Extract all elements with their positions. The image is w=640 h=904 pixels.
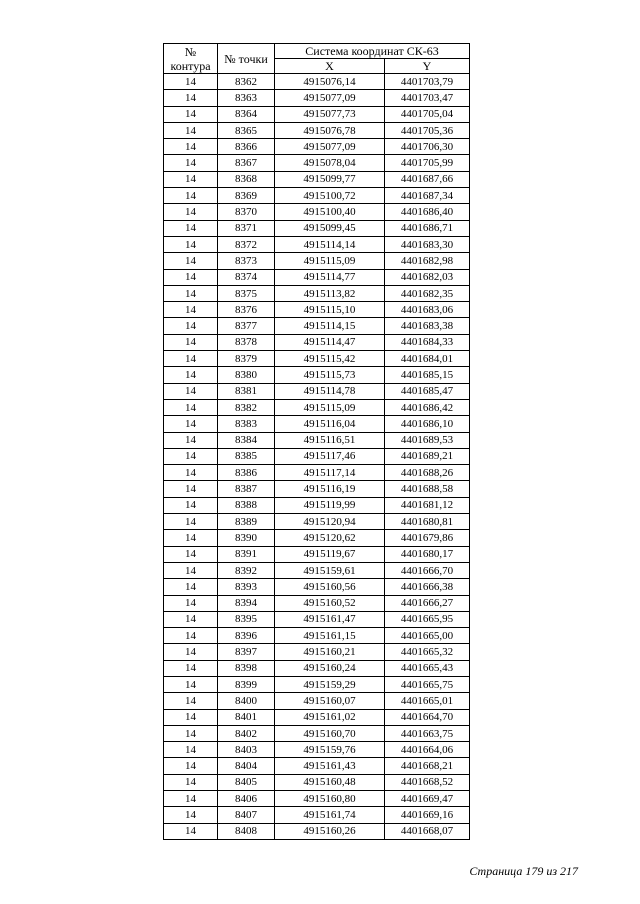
header-y: Y <box>385 59 470 74</box>
cell-point: 8397 <box>218 644 275 660</box>
cell-contour: 14 <box>164 334 218 350</box>
cell-point: 8400 <box>218 693 275 709</box>
table-row <box>164 660 470 676</box>
cell-x: 4915114,14 <box>275 236 385 252</box>
cell-y: 4401705,99 <box>385 155 470 171</box>
cell-x: 4915114,15 <box>275 318 385 334</box>
table-row <box>164 530 470 546</box>
cell-x: 4915160,48 <box>275 774 385 790</box>
table-row <box>164 676 470 692</box>
table-row <box>164 693 470 709</box>
cell-point: 8399 <box>218 676 275 692</box>
cell-point: 8370 <box>218 204 275 220</box>
cell-point: 8363 <box>218 90 275 106</box>
table-row <box>164 285 470 301</box>
table-row <box>164 383 470 399</box>
cell-contour: 14 <box>164 579 218 595</box>
cell-x: 4915159,76 <box>275 742 385 758</box>
cell-y: 4401705,36 <box>385 122 470 138</box>
cell-contour: 14 <box>164 725 218 741</box>
cell-contour: 14 <box>164 693 218 709</box>
cell-contour: 14 <box>164 644 218 660</box>
cell-point: 8369 <box>218 188 275 204</box>
table-row <box>164 171 470 187</box>
cell-x: 4915161,02 <box>275 709 385 725</box>
table-row <box>164 220 470 236</box>
cell-x: 4915100,72 <box>275 188 385 204</box>
cell-point: 8401 <box>218 709 275 725</box>
cell-y: 4401685,47 <box>385 383 470 399</box>
cell-y: 4401665,01 <box>385 693 470 709</box>
cell-contour: 14 <box>164 546 218 562</box>
table-header <box>164 44 470 74</box>
cell-x: 4915115,09 <box>275 399 385 415</box>
table-row <box>164 742 470 758</box>
cell-y: 4401688,58 <box>385 481 470 497</box>
cell-contour: 14 <box>164 204 218 220</box>
cell-x: 4915116,04 <box>275 416 385 432</box>
cell-contour: 14 <box>164 220 218 236</box>
cell-x: 4915116,51 <box>275 432 385 448</box>
cell-contour: 14 <box>164 758 218 774</box>
cell-y: 4401669,16 <box>385 807 470 823</box>
cell-point: 8381 <box>218 383 275 399</box>
cell-x: 4915160,70 <box>275 725 385 741</box>
cell-x: 4915161,43 <box>275 758 385 774</box>
table-row <box>164 236 470 252</box>
table-row <box>164 758 470 774</box>
cell-x: 4915160,80 <box>275 791 385 807</box>
cell-point: 8391 <box>218 546 275 562</box>
cell-x: 4915159,29 <box>275 676 385 692</box>
cell-y: 4401682,03 <box>385 269 470 285</box>
cell-contour: 14 <box>164 236 218 252</box>
cell-point: 8404 <box>218 758 275 774</box>
cell-contour: 14 <box>164 106 218 122</box>
cell-y: 4401665,43 <box>385 660 470 676</box>
header-x: X <box>275 59 385 74</box>
cell-x: 4915077,09 <box>275 90 385 106</box>
cell-y: 4401703,79 <box>385 74 470 90</box>
cell-point: 8406 <box>218 791 275 807</box>
table-row <box>164 351 470 367</box>
cell-x: 4915117,46 <box>275 448 385 464</box>
cell-point: 8367 <box>218 155 275 171</box>
table-row <box>164 709 470 725</box>
cell-y: 4401684,01 <box>385 351 470 367</box>
cell-point: 8388 <box>218 497 275 513</box>
table-row <box>164 367 470 383</box>
cell-contour: 14 <box>164 595 218 611</box>
cell-x: 4915160,56 <box>275 579 385 595</box>
cell-y: 4401688,26 <box>385 465 470 481</box>
cell-contour: 14 <box>164 139 218 155</box>
cell-x: 4915114,47 <box>275 334 385 350</box>
cell-point: 8376 <box>218 302 275 318</box>
cell-point: 8402 <box>218 725 275 741</box>
table-row <box>164 155 470 171</box>
table-row <box>164 514 470 530</box>
cell-x: 4915119,99 <box>275 497 385 513</box>
table-row <box>164 497 470 513</box>
cell-y: 4401664,70 <box>385 709 470 725</box>
header-contour-line2: контура <box>170 58 211 73</box>
table-row <box>164 448 470 464</box>
page-number: Страница 179 из 217 <box>469 864 578 878</box>
cell-point: 8379 <box>218 351 275 367</box>
cell-point: 8384 <box>218 432 275 448</box>
table-row <box>164 791 470 807</box>
cell-x: 4915076,14 <box>275 74 385 90</box>
cell-point: 8389 <box>218 514 275 530</box>
cell-x: 4915120,94 <box>275 514 385 530</box>
cell-contour: 14 <box>164 74 218 90</box>
cell-contour: 14 <box>164 302 218 318</box>
cell-y: 4401664,06 <box>385 742 470 758</box>
table-row <box>164 432 470 448</box>
table-row <box>164 725 470 741</box>
cell-contour: 14 <box>164 318 218 334</box>
cell-contour: 14 <box>164 122 218 138</box>
table-row <box>164 644 470 660</box>
table-row <box>164 74 470 90</box>
cell-point: 8393 <box>218 579 275 595</box>
cell-x: 4915114,78 <box>275 383 385 399</box>
cell-contour: 14 <box>164 807 218 823</box>
cell-point: 8368 <box>218 171 275 187</box>
cell-y: 4401687,34 <box>385 188 470 204</box>
header-point: № точки <box>218 44 275 74</box>
cell-contour: 14 <box>164 481 218 497</box>
cell-x: 4915100,40 <box>275 204 385 220</box>
cell-x: 4915161,15 <box>275 628 385 644</box>
cell-point: 8386 <box>218 465 275 481</box>
coordinates-table <box>163 43 470 840</box>
cell-contour: 14 <box>164 416 218 432</box>
cell-point: 8382 <box>218 399 275 415</box>
cell-point: 8373 <box>218 253 275 269</box>
cell-contour: 14 <box>164 562 218 578</box>
cell-y: 4401665,00 <box>385 628 470 644</box>
cell-x: 4915160,21 <box>275 644 385 660</box>
cell-x: 4915120,62 <box>275 530 385 546</box>
cell-contour: 14 <box>164 351 218 367</box>
cell-point: 8380 <box>218 367 275 383</box>
table-row <box>164 188 470 204</box>
cell-x: 4915114,77 <box>275 269 385 285</box>
table-row <box>164 416 470 432</box>
table-row <box>164 334 470 350</box>
cell-point: 8407 <box>218 807 275 823</box>
cell-contour: 14 <box>164 269 218 285</box>
cell-y: 4401705,04 <box>385 106 470 122</box>
table-row <box>164 823 470 839</box>
header-coordinate-system: Система координат СК-63 <box>275 44 470 59</box>
cell-x: 4915115,73 <box>275 367 385 383</box>
cell-y: 4401689,21 <box>385 448 470 464</box>
table-row <box>164 139 470 155</box>
cell-y: 4401665,75 <box>385 676 470 692</box>
cell-x: 4915113,82 <box>275 285 385 301</box>
cell-y: 4401666,27 <box>385 595 470 611</box>
table-row <box>164 269 470 285</box>
cell-y: 4401682,35 <box>385 285 470 301</box>
cell-x: 4915160,26 <box>275 823 385 839</box>
cell-y: 4401669,47 <box>385 791 470 807</box>
header-contour <box>164 44 218 74</box>
cell-contour: 14 <box>164 514 218 530</box>
cell-x: 4915115,42 <box>275 351 385 367</box>
table-row <box>164 106 470 122</box>
cell-y: 4401680,17 <box>385 546 470 562</box>
cell-point: 8371 <box>218 220 275 236</box>
cell-contour: 14 <box>164 497 218 513</box>
cell-y: 4401665,95 <box>385 611 470 627</box>
cell-point: 8377 <box>218 318 275 334</box>
cell-point: 8375 <box>218 285 275 301</box>
table-row <box>164 253 470 269</box>
table-row <box>164 628 470 644</box>
cell-x: 4915161,47 <box>275 611 385 627</box>
cell-point: 8362 <box>218 74 275 90</box>
cell-x: 4915160,52 <box>275 595 385 611</box>
table-row <box>164 611 470 627</box>
header-contour-line1: № <box>184 44 197 59</box>
cell-contour: 14 <box>164 742 218 758</box>
cell-x: 4915116,19 <box>275 481 385 497</box>
cell-y: 4401683,30 <box>385 236 470 252</box>
cell-point: 8372 <box>218 236 275 252</box>
cell-contour: 14 <box>164 465 218 481</box>
cell-point: 8392 <box>218 562 275 578</box>
cell-point: 8398 <box>218 660 275 676</box>
cell-x: 4915119,67 <box>275 546 385 562</box>
cell-contour: 14 <box>164 791 218 807</box>
table-row <box>164 90 470 106</box>
table-row <box>164 302 470 318</box>
table-row <box>164 465 470 481</box>
cell-y: 4401683,38 <box>385 318 470 334</box>
cell-point: 8390 <box>218 530 275 546</box>
cell-y: 4401685,15 <box>385 367 470 383</box>
cell-y: 4401703,47 <box>385 90 470 106</box>
cell-y: 4401663,75 <box>385 725 470 741</box>
cell-y: 4401682,98 <box>385 253 470 269</box>
table-row <box>164 122 470 138</box>
table-row <box>164 774 470 790</box>
cell-point: 8364 <box>218 106 275 122</box>
cell-point: 8395 <box>218 611 275 627</box>
cell-x: 4915117,14 <box>275 465 385 481</box>
cell-x: 4915115,10 <box>275 302 385 318</box>
cell-x: 4915077,73 <box>275 106 385 122</box>
cell-contour: 14 <box>164 823 218 839</box>
cell-x: 4915115,09 <box>275 253 385 269</box>
cell-contour: 14 <box>164 774 218 790</box>
cell-point: 8383 <box>218 416 275 432</box>
cell-y: 4401668,21 <box>385 758 470 774</box>
cell-y: 4401689,53 <box>385 432 470 448</box>
cell-x: 4915160,07 <box>275 693 385 709</box>
cell-contour: 14 <box>164 530 218 546</box>
cell-contour: 14 <box>164 660 218 676</box>
table-row <box>164 562 470 578</box>
cell-contour: 14 <box>164 155 218 171</box>
cell-point: 8374 <box>218 269 275 285</box>
cell-contour: 14 <box>164 448 218 464</box>
cell-y: 4401668,52 <box>385 774 470 790</box>
cell-x: 4915159,61 <box>275 562 385 578</box>
cell-contour: 14 <box>164 253 218 269</box>
cell-point: 8396 <box>218 628 275 644</box>
cell-y: 4401668,07 <box>385 823 470 839</box>
cell-x: 4915076,78 <box>275 122 385 138</box>
cell-y: 4401686,10 <box>385 416 470 432</box>
cell-point: 8394 <box>218 595 275 611</box>
cell-y: 4401684,33 <box>385 334 470 350</box>
cell-contour: 14 <box>164 628 218 644</box>
cell-contour: 14 <box>164 171 218 187</box>
cell-contour: 14 <box>164 611 218 627</box>
cell-y: 4401687,66 <box>385 171 470 187</box>
cell-y: 4401683,06 <box>385 302 470 318</box>
cell-x: 4915078,04 <box>275 155 385 171</box>
cell-contour: 14 <box>164 188 218 204</box>
cell-point: 8365 <box>218 122 275 138</box>
cell-y: 4401665,32 <box>385 644 470 660</box>
cell-x: 4915161,74 <box>275 807 385 823</box>
cell-y: 4401679,86 <box>385 530 470 546</box>
table-row <box>164 204 470 220</box>
cell-point: 8378 <box>218 334 275 350</box>
table-row <box>164 481 470 497</box>
cell-contour: 14 <box>164 285 218 301</box>
cell-point: 8366 <box>218 139 275 155</box>
cell-x: 4915077,09 <box>275 139 385 155</box>
cell-y: 4401666,38 <box>385 579 470 595</box>
cell-point: 8403 <box>218 742 275 758</box>
cell-contour: 14 <box>164 709 218 725</box>
cell-point: 8405 <box>218 774 275 790</box>
table-row <box>164 807 470 823</box>
cell-point: 8387 <box>218 481 275 497</box>
cell-contour: 14 <box>164 676 218 692</box>
cell-point: 8385 <box>218 448 275 464</box>
cell-contour: 14 <box>164 383 218 399</box>
table-body <box>164 74 470 840</box>
cell-contour: 14 <box>164 367 218 383</box>
cell-y: 4401680,81 <box>385 514 470 530</box>
cell-y: 4401706,30 <box>385 139 470 155</box>
table-row <box>164 579 470 595</box>
table-row <box>164 318 470 334</box>
cell-point: 8408 <box>218 823 275 839</box>
table-row <box>164 399 470 415</box>
table-row <box>164 595 470 611</box>
cell-y: 4401666,70 <box>385 562 470 578</box>
cell-x: 4915099,77 <box>275 171 385 187</box>
cell-y: 4401686,40 <box>385 204 470 220</box>
cell-y: 4401686,42 <box>385 399 470 415</box>
cell-x: 4915099,45 <box>275 220 385 236</box>
cell-x: 4915160,24 <box>275 660 385 676</box>
cell-contour: 14 <box>164 432 218 448</box>
cell-y: 4401681,12 <box>385 497 470 513</box>
cell-y: 4401686,71 <box>385 220 470 236</box>
table-row <box>164 546 470 562</box>
cell-contour: 14 <box>164 399 218 415</box>
cell-contour: 14 <box>164 90 218 106</box>
